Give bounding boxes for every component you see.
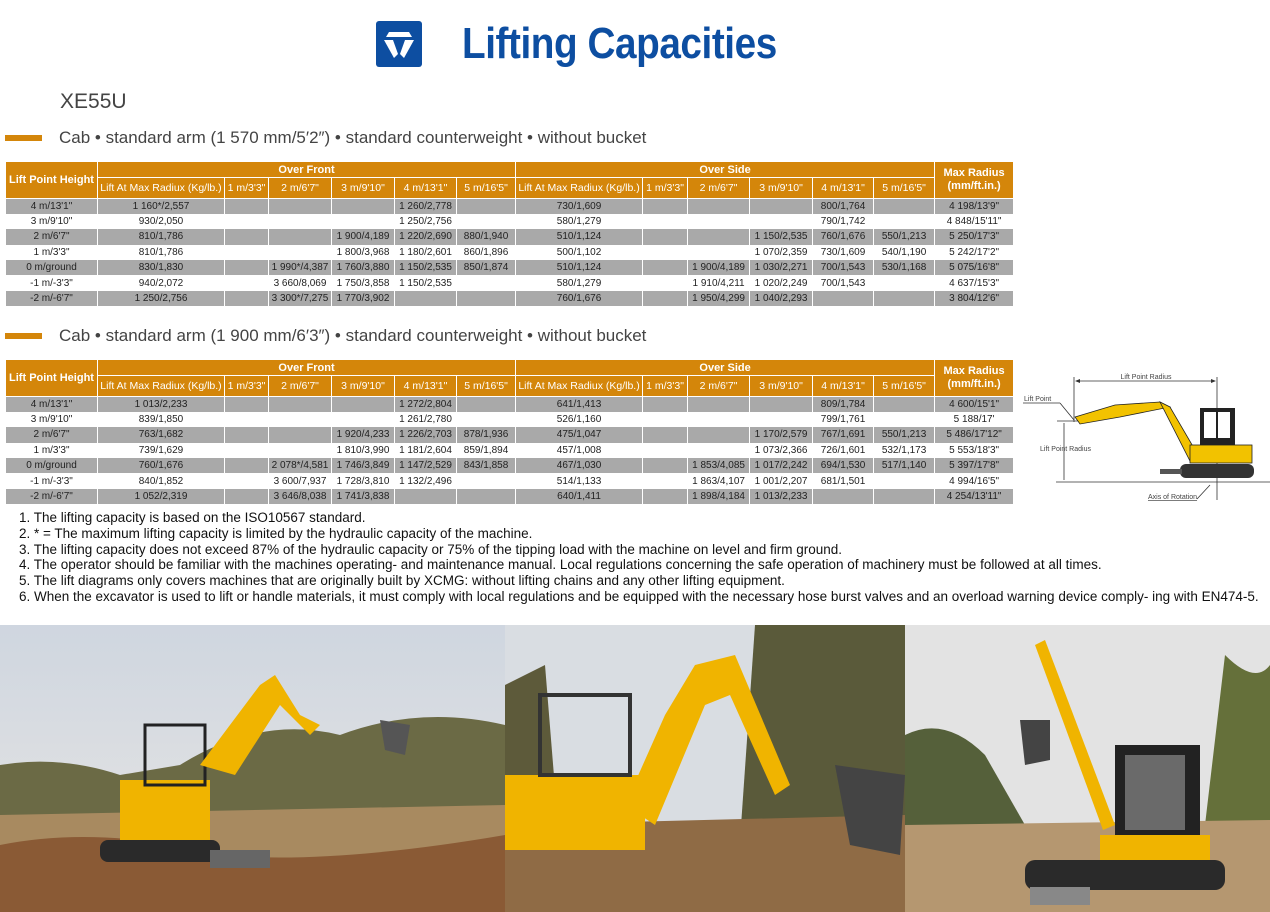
cell-lift-point-height: 3 m/9'10" (6, 412, 98, 427)
cell-over-front: 859/1,894 (457, 443, 516, 458)
header-side-3m: 3 m/9'10" (750, 376, 813, 397)
cell-over-front: 3 600/7,937 (269, 473, 332, 488)
cell-over-front: 1 728/3,810 (332, 473, 395, 488)
cell-over-front (269, 412, 332, 427)
header-side-5m: 5 m/16'5" (874, 376, 935, 397)
header-over-side: Over Side (516, 162, 935, 178)
cell-over-side: 532/1,173 (874, 443, 935, 458)
cell-over-side (874, 412, 935, 427)
lifting-table-arm-1900 (5, 359, 1014, 504)
cell-over-side: 540/1,190 (874, 245, 935, 260)
cell-over-front: 1 226/2,703 (395, 427, 457, 442)
cell-over-front (332, 397, 395, 412)
cell-over-front: 1 013/2,233 (98, 397, 225, 412)
table-row (6, 489, 1014, 504)
cell-over-side: 760/1,676 (813, 229, 874, 244)
cell-over-front (225, 291, 269, 306)
cell-over-front: 760/1,676 (98, 458, 225, 473)
cell-over-front: 1 250/2,756 (98, 291, 225, 306)
cell-over-front (269, 427, 332, 442)
cell-over-side: 681/1,501 (813, 473, 874, 488)
cell-lift-point-height: -2 m/-6'7" (6, 291, 98, 306)
cell-lift-point-height: 1 m/3'3" (6, 443, 98, 458)
header-front-5m: 5 m/16'5" (457, 376, 516, 397)
xcmg-logo-icon (376, 21, 422, 67)
cell-over-front: 810/1,786 (98, 229, 225, 244)
cell-over-side: 1 950/4,299 (688, 291, 750, 306)
cell-over-front: 1 181/2,604 (395, 443, 457, 458)
cell-over-side (643, 412, 688, 427)
cell-over-front (225, 229, 269, 244)
cell-over-side (643, 291, 688, 306)
cell-over-side: 694/1,530 (813, 458, 874, 473)
label-lift-point-radius-top: Lift Point Radius (1120, 374, 1172, 381)
cell-over-side: 1 170/2,579 (750, 427, 813, 442)
cell-over-side: 760/1,676 (516, 291, 643, 306)
cell-over-side (643, 229, 688, 244)
cell-over-side: 500/1,102 (516, 245, 643, 260)
cell-over-front (457, 489, 516, 504)
cell-over-side (643, 275, 688, 290)
cell-over-side (874, 214, 935, 229)
cell-over-front: 940/2,072 (98, 275, 225, 290)
cell-over-front: 1 800/3,968 (332, 245, 395, 260)
cell-over-front: 1 150/2,535 (395, 260, 457, 275)
cell-over-side: 1 910/4,211 (688, 275, 750, 290)
header-front-3m: 3 m/9'10" (332, 376, 395, 397)
cell-over-side: 767/1,691 (813, 427, 874, 442)
cell-over-front: 3 660/8,069 (269, 275, 332, 290)
cell-over-side: 700/1,543 (813, 275, 874, 290)
cell-over-side (643, 427, 688, 442)
table-row (6, 260, 1014, 275)
lifting-table-arm-1570 (5, 161, 1014, 306)
header-max-radius: Max Radius (mm/ft.in.) (935, 162, 1014, 199)
table-row (6, 427, 1014, 442)
page-title: Lifting Capacities (462, 19, 777, 68)
accent-bar (5, 135, 42, 141)
header-side-2m: 2 m/6'7" (688, 178, 750, 199)
header-side-1m: 1 m/3'3" (643, 178, 688, 199)
header-front-1m: 1 m/3'3" (225, 376, 269, 397)
cell-over-side (688, 245, 750, 260)
cell-over-side: 640/1,411 (516, 489, 643, 504)
cell-over-front: 739/1,629 (98, 443, 225, 458)
model-name: XE55U (60, 90, 127, 113)
cell-max-radius: 5 553/18'3" (935, 443, 1014, 458)
cell-over-side (643, 214, 688, 229)
cell-over-front (225, 245, 269, 260)
cell-over-side (750, 397, 813, 412)
cell-over-side (688, 412, 750, 427)
cell-over-front (269, 229, 332, 244)
table-row (6, 229, 1014, 244)
cell-over-side (874, 397, 935, 412)
header-front-2m: 2 m/6'7" (269, 376, 332, 397)
cell-over-side (643, 458, 688, 473)
cell-max-radius: 5 250/17'3" (935, 229, 1014, 244)
cell-max-radius: 3 804/12'6" (935, 291, 1014, 306)
excavator-photo-closeup-operator (505, 625, 905, 912)
cell-lift-point-height: 4 m/13'1" (6, 397, 98, 412)
header-side-4m: 4 m/13'1" (813, 178, 874, 199)
cell-over-front (457, 473, 516, 488)
header-side-4m: 4 m/13'1" (813, 376, 874, 397)
cell-over-front: 843/1,858 (457, 458, 516, 473)
cell-lift-point-height: 3 m/9'10" (6, 214, 98, 229)
cell-over-front (395, 291, 457, 306)
cell-max-radius: 4 848/15'11" (935, 214, 1014, 229)
cell-over-front (269, 397, 332, 412)
cell-over-side: 580/1,279 (516, 275, 643, 290)
cell-over-front (332, 199, 395, 214)
cell-over-front (225, 443, 269, 458)
cell-over-side: 1 150/2,535 (750, 229, 813, 244)
cell-over-front: 1 741/3,838 (332, 489, 395, 504)
cell-lift-point-height: -1 m/-3'3" (6, 473, 98, 488)
cell-max-radius: 5 397/17'8" (935, 458, 1014, 473)
cell-over-side: 550/1,213 (874, 427, 935, 442)
cell-lift-point-height: 0 m/ground (6, 458, 98, 473)
cell-over-side: 1 900/4,189 (688, 260, 750, 275)
cell-over-side: 730/1,609 (516, 199, 643, 214)
cell-max-radius: 5 188/17' (935, 412, 1014, 427)
cell-over-side: 475/1,047 (516, 427, 643, 442)
cell-over-front: 1 150/2,535 (395, 275, 457, 290)
cell-over-side (688, 229, 750, 244)
cell-over-side: 526/1,160 (516, 412, 643, 427)
header-side-max-radius: Lift At Max Radiux (Kg/lb.) (516, 178, 643, 199)
cell-over-side: 799/1,761 (813, 412, 874, 427)
cell-over-front: 830/1,830 (98, 260, 225, 275)
cell-over-side: 1 017/2,242 (750, 458, 813, 473)
cell-over-front: 1 900/4,189 (332, 229, 395, 244)
header-over-front: Over Front (98, 360, 516, 376)
cell-over-side: 510/1,124 (516, 260, 643, 275)
excavator-photo-front-view (905, 625, 1270, 912)
section-label: Cab • standard arm (1 570 mm/5′2″) • standard counterweight • without bucket (59, 128, 647, 147)
section-heading-arm-1900 (5, 326, 646, 346)
header-lift-point-height: Lift Point Height (6, 360, 98, 397)
table-row (6, 199, 1014, 214)
cell-over-side: 514/1,133 (516, 473, 643, 488)
cell-over-front (225, 427, 269, 442)
cell-over-front (457, 412, 516, 427)
cell-over-front: 2 078*/4,581 (269, 458, 332, 473)
cell-max-radius: 4 254/13'11" (935, 489, 1014, 504)
header-front-1m: 1 m/3'3" (225, 178, 269, 199)
cell-over-front: 1 746/3,849 (332, 458, 395, 473)
cell-over-front (395, 489, 457, 504)
section-label: Cab • standard arm (1 900 mm/6′3″) • standard counterweight • without bucket (59, 326, 647, 345)
excavator-photo-clearing-brush (0, 625, 505, 912)
cell-over-front: 810/1,786 (98, 245, 225, 260)
cell-max-radius: 4 198/13'9" (935, 199, 1014, 214)
table-row (6, 473, 1014, 488)
cell-over-side (874, 275, 935, 290)
header-side-3m: 3 m/9'10" (750, 178, 813, 199)
cell-over-front: 1 272/2,804 (395, 397, 457, 412)
cell-over-side (750, 214, 813, 229)
cell-over-side (643, 260, 688, 275)
cell-lift-point-height: 2 m/6'7" (6, 229, 98, 244)
cell-over-front: 1 770/3,902 (332, 291, 395, 306)
cell-over-front: 1 810/3,990 (332, 443, 395, 458)
note-5: 5. The lift diagrams only covers machines that are originally built by XCMG: without lifting chains and any other lifting equipment. (19, 573, 785, 589)
note-6: 6. When the excavator is used to lift or handle materials, it must comply with local regulations and be equipped with the necessary hose burst valves and an overload warning device comply- ing with EN474-5. (19, 588, 1259, 604)
cell-over-side (688, 199, 750, 214)
header-front-4m: 4 m/13'1" (395, 376, 457, 397)
header-front-2m: 2 m/6'7" (269, 178, 332, 199)
cell-over-side: 517/1,140 (874, 458, 935, 473)
header-max-radius: Max Radius (mm/ft.in.) (935, 360, 1014, 397)
cell-max-radius: 4 637/15'3" (935, 275, 1014, 290)
cell-lift-point-height: -2 m/-6'7" (6, 489, 98, 504)
cell-over-side (643, 489, 688, 504)
header-front-max-radius: Lift At Max Radiux (Kg/lb.) (98, 178, 225, 199)
cell-over-front: 1 250/2,756 (395, 214, 457, 229)
cell-over-front (225, 214, 269, 229)
cell-over-front (269, 443, 332, 458)
header-side-1m: 1 m/3'3" (643, 376, 688, 397)
note-1: 1. The lifting capacity is based on the ISO10567 standard. (19, 510, 366, 525)
table-row (6, 275, 1014, 290)
cell-over-side: 457/1,008 (516, 443, 643, 458)
cell-over-front: 1 147/2,529 (395, 458, 457, 473)
cell-over-side: 641/1,413 (516, 397, 643, 412)
cell-over-side (813, 291, 874, 306)
cell-over-front (332, 214, 395, 229)
table-row (6, 443, 1014, 458)
cell-over-front (457, 275, 516, 290)
cell-over-side (643, 473, 688, 488)
cell-over-side (688, 427, 750, 442)
cell-over-side: 1 013/2,233 (750, 489, 813, 504)
table-row (6, 458, 1014, 473)
cell-over-side (643, 443, 688, 458)
cell-over-front: 3 646/8,038 (269, 489, 332, 504)
cell-over-side: 730/1,609 (813, 245, 874, 260)
note-2: 2. * = The maximum lifting capacity is limited by the hydraulic capacity of the machine. (19, 525, 533, 541)
header-front-3m: 3 m/9'10" (332, 178, 395, 199)
header-side-max-radius: Lift At Max Radiux (Kg/lb.) (516, 376, 643, 397)
cell-over-front (332, 412, 395, 427)
cell-over-front (457, 291, 516, 306)
cell-over-side (874, 291, 935, 306)
cell-over-front: 763/1,682 (98, 427, 225, 442)
cell-over-front (225, 489, 269, 504)
cell-over-side: 510/1,124 (516, 229, 643, 244)
cell-over-side: 800/1,764 (813, 199, 874, 214)
cell-over-side (750, 199, 813, 214)
cell-over-front (225, 199, 269, 214)
cell-lift-point-height: 4 m/13'1" (6, 199, 98, 214)
cell-over-side (813, 489, 874, 504)
lift-diagram (1020, 365, 1270, 505)
cell-over-side: 1 863/4,107 (688, 473, 750, 488)
accent-bar (5, 333, 42, 339)
cell-over-side (750, 412, 813, 427)
cell-over-front: 850/1,874 (457, 260, 516, 275)
cell-over-side: 467/1,030 (516, 458, 643, 473)
cell-over-side: 790/1,742 (813, 214, 874, 229)
cell-over-front: 878/1,936 (457, 427, 516, 442)
cell-over-side: 1 853/4,085 (688, 458, 750, 473)
header-front-max-radius: Lift At Max Radiux (Kg/lb.) (98, 376, 225, 397)
cell-over-side: 580/1,279 (516, 214, 643, 229)
cell-over-side: 1 070/2,359 (750, 245, 813, 260)
label-lift-point-radius-side: Lift Point Radius (1040, 446, 1091, 453)
cell-over-side: 530/1,168 (874, 260, 935, 275)
cell-over-front (269, 214, 332, 229)
cell-over-front: 1 052/2,319 (98, 489, 225, 504)
page-header (376, 18, 820, 70)
cell-over-front: 1 750/3,858 (332, 275, 395, 290)
table-row (6, 412, 1014, 427)
cell-over-side (688, 443, 750, 458)
cell-over-front: 1 220/2,690 (395, 229, 457, 244)
table-row (6, 291, 1014, 306)
cell-over-side: 809/1,784 (813, 397, 874, 412)
cell-over-front (457, 397, 516, 412)
header-over-front: Over Front (98, 162, 516, 178)
table-row (6, 397, 1014, 412)
cell-over-side: 1 020/2,249 (750, 275, 813, 290)
cell-over-front (269, 245, 332, 260)
cell-over-side: 550/1,213 (874, 229, 935, 244)
cell-max-radius: 5 242/17'2" (935, 245, 1014, 260)
cell-over-front: 1 261/2,780 (395, 412, 457, 427)
header-front-4m: 4 m/13'1" (395, 178, 457, 199)
cell-over-front (225, 473, 269, 488)
cell-over-side (688, 397, 750, 412)
photo-strip (0, 625, 1270, 912)
cell-over-front (225, 412, 269, 427)
cell-max-radius: 5 075/16'8" (935, 260, 1014, 275)
header-over-side: Over Side (516, 360, 935, 376)
cell-over-side (874, 473, 935, 488)
notes-list (19, 510, 1259, 605)
cell-over-front (457, 199, 516, 214)
cell-max-radius: 4 994/16'5" (935, 473, 1014, 488)
cell-over-front: 1 132/2,496 (395, 473, 457, 488)
cell-over-front: 839/1,850 (98, 412, 225, 427)
note-3: 3. The lifting capacity does not exceed 87% of the hydraulic capacity or 75% of the tipping load with the machine on level and firm ground. (19, 541, 842, 557)
header-lift-point-height: Lift Point Height (6, 162, 98, 199)
cell-over-front: 880/1,940 (457, 229, 516, 244)
cell-max-radius: 4 600/15'1" (935, 397, 1014, 412)
cell-over-side (874, 489, 935, 504)
cell-over-front: 1 990*/4,387 (269, 260, 332, 275)
cell-over-side (643, 199, 688, 214)
note-4: 4. The operator should be familiar with the machines operating- and maintenance manual. Local regulations concerning the safe operation of machinery must be followed at all times. (19, 557, 1102, 573)
header-side-5m: 5 m/16'5" (874, 178, 935, 199)
label-lift-point: Lift Point (1024, 396, 1052, 403)
cell-over-front: 1 920/4,233 (332, 427, 395, 442)
cell-over-front (225, 260, 269, 275)
cell-over-front: 1 180/2,601 (395, 245, 457, 260)
cell-over-front: 1 760/3,880 (332, 260, 395, 275)
header-side-2m: 2 m/6'7" (688, 376, 750, 397)
cell-over-side: 700/1,543 (813, 260, 874, 275)
cell-over-front: 3 300*/7,275 (269, 291, 332, 306)
cell-over-front (225, 397, 269, 412)
cell-over-side: 1 040/2,293 (750, 291, 813, 306)
cell-lift-point-height: -1 m/-3'3" (6, 275, 98, 290)
cell-over-side: 1 073/2,366 (750, 443, 813, 458)
header-front-5m: 5 m/16'5" (457, 178, 516, 199)
cell-over-front: 1 160*/2,557 (98, 199, 225, 214)
cell-over-side (643, 245, 688, 260)
cell-over-front: 1 260/2,778 (395, 199, 457, 214)
section-heading-arm-1570 (5, 128, 646, 148)
table-row (6, 245, 1014, 260)
cell-over-side: 726/1,601 (813, 443, 874, 458)
cell-over-front (457, 214, 516, 229)
cell-lift-point-height: 0 m/ground (6, 260, 98, 275)
cell-over-side (643, 397, 688, 412)
cell-over-side (688, 214, 750, 229)
cell-max-radius: 5 486/17'12" (935, 427, 1014, 442)
cell-lift-point-height: 2 m/6'7" (6, 427, 98, 442)
cell-over-side: 1 030/2,271 (750, 260, 813, 275)
cell-over-side (874, 199, 935, 214)
cell-over-front: 840/1,852 (98, 473, 225, 488)
cell-over-front: 930/2,050 (98, 214, 225, 229)
cell-lift-point-height: 1 m/3'3" (6, 245, 98, 260)
cell-over-front (225, 275, 269, 290)
cell-over-front (225, 458, 269, 473)
table-row (6, 214, 1014, 229)
cell-over-front (269, 199, 332, 214)
label-axis-of-rotation: Axis of Rotation (1148, 494, 1198, 501)
cell-over-side: 1 898/4,184 (688, 489, 750, 504)
cell-over-side: 1 001/2,207 (750, 473, 813, 488)
cell-over-front: 860/1,896 (457, 245, 516, 260)
